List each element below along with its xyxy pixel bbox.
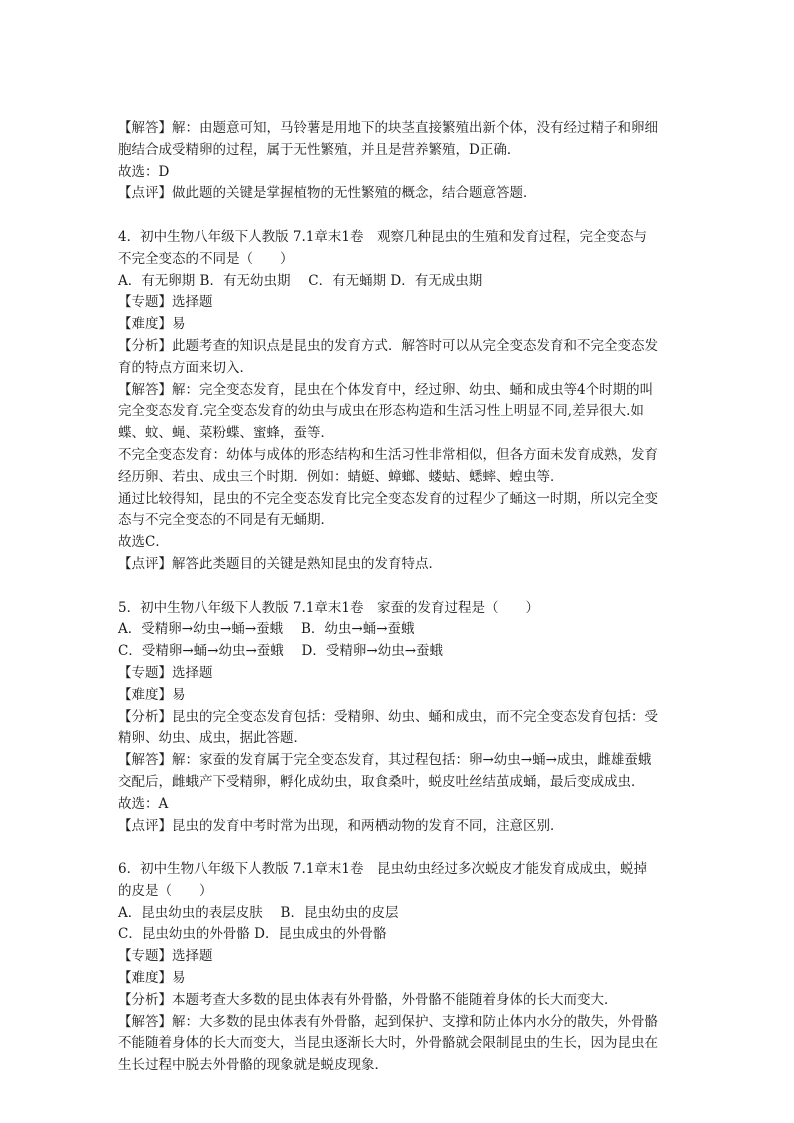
text-line: 【专题】选择题: [118, 294, 213, 311]
text-line: 【分析】此题考查的知识点是昆虫的发育方式．解答时可以从完全变态发育和不完全变态发: [118, 337, 658, 354]
text-line: 经历卵、若虫、成虫三个时期．例如：蜻蜓、蟑螂、蝼蛄、蟋蟀、蝗虫等．: [118, 468, 564, 485]
text-line: 【分析】昆虫的完全变态发育包括：受精卵、幼虫、蛹和成虫，而不完全变态发育包括：受: [118, 708, 658, 725]
text-line: 【解答】解：大多数的昆虫体表有外骨骼，起到保护、支撑和防止体内水分的散失，外骨骼: [118, 1013, 658, 1030]
text-line: 【点评】解答此类题目的关键是熟知昆虫的发育特点．: [118, 555, 442, 572]
text-line: C．受精卵→蛹→幼虫→蚕蛾 D．受精卵→幼虫→蚕蛾: [118, 643, 444, 660]
text-line: 【难度】易: [118, 970, 186, 987]
text-line: 故选：A: [118, 795, 169, 812]
paragraph-gap: [118, 837, 693, 859]
text-line: 【难度】易: [118, 686, 186, 703]
text-line: A．受精卵→幼虫→蛹→蚕蛾 B．幼虫→蛹→蚕蛾: [118, 621, 415, 638]
text-line: 5．初中生物八年级下人教版 7.1章末1卷 家蚕的发育过程是（ ）: [118, 599, 539, 616]
text-line: 胞结合成受精卵的过程，属于无性繁殖，并且是营养繁殖，D正确．: [118, 141, 521, 158]
question-block: [118, 859, 693, 1077]
text-line: 生长过程中脱去外骨骼的现象就是蜕皮现象．: [118, 1057, 388, 1074]
text-line: 完全变态发育.完全变态发育的幼虫与成虫在形态构造和生活习性上明显不同,差异很大.如: [118, 403, 644, 420]
question-block: [118, 118, 693, 205]
question-block: [118, 227, 693, 576]
text-line: 【难度】易: [118, 316, 186, 333]
text-line: 通过比较得知，昆虫的不完全变态发育比完全变态发育的过程少了蛹这一时期，所以完全变: [118, 490, 658, 507]
text-line: 的皮是（ ）: [118, 882, 213, 899]
text-line: 【点评】昆虫的发育中考时常为出现，和两栖动物的发育不同，注意区别．: [118, 817, 564, 834]
text-line: 态与不完全变态的不同是有无蛹期．: [118, 512, 334, 529]
text-line: 不完全变态发育：幼体与成体的形态结构和生活习性非常相似，但各方面未发育成熟，发育: [118, 446, 658, 463]
text-line: 【专题】选择题: [118, 948, 213, 965]
text-line: 4．初中生物八年级下人教版 7.1章末1卷 观察几种昆虫的生殖和发育过程，完全变态与: [118, 228, 647, 245]
text-line: A．昆虫幼虫的表层皮肤 B．昆虫幼虫的皮层: [118, 904, 399, 921]
text-line: 【解答】解：完全变态发育，昆虫在个体发育中，经过卵、幼虫、蛹和成虫等4个时期的叫: [118, 381, 654, 398]
text-line: 蝶、蚊、蝇、菜粉蝶、蜜蜂，蚕等．: [118, 425, 334, 442]
question-block: [118, 598, 693, 838]
text-line: 【解答】解：家蚕的发育属于完全变态发育，其过程包括：卵→幼虫→蛹→成虫，雌雄蚕蛾: [118, 752, 652, 769]
text-line: 故选：D: [118, 163, 170, 180]
paragraph-gap: [118, 576, 693, 598]
text-line: 6．初中生物八年级下人教版 7.1章末1卷 昆虫幼虫经过多次蜕皮才能发育成成虫，蜕掉: [118, 861, 647, 878]
paragraph-gap: [118, 205, 693, 227]
text-line: C．昆虫幼虫的外骨骼 D．昆虫成虫的外骨骼: [118, 926, 387, 943]
text-line: 【解答】解：由题意可知，马铃薯是用地下的块茎直接繁殖出新个体，没有经过精子和卵细: [118, 120, 658, 136]
document-page: [118, 118, 693, 1077]
text-line: 交配后，雌蛾产下受精卵，孵化成幼虫，取食桑叶，蜕皮吐丝结茧成蛹，最后变成成虫．: [118, 773, 645, 790]
text-line: 不能随着身体的长大而变大，当昆虫逐渐长大时，外骨骼就会限制昆虫的生长，因为昆虫在: [118, 1035, 658, 1052]
text-line: 【专题】选择题: [118, 664, 213, 681]
text-line: 育的特点方面来切入．: [118, 359, 253, 376]
text-line: A．有无卵期 B．有无幼虫期 C．有无蛹期 D．有无成虫期: [118, 272, 483, 289]
text-line: 不完全变态的不同是（ ）: [118, 250, 294, 267]
text-line: 精卵、幼虫、成虫，据此答题．: [118, 730, 307, 747]
text-line: 【点评】做此题的关键是掌握植物的无性繁殖的概念，结合题意答题．: [118, 185, 537, 202]
text-line: 【分析】本题考查大多数的昆虫体表有外骨骼，外骨骼不能随着身体的长大而变大．: [118, 991, 618, 1008]
text-line: 故选C．: [118, 534, 169, 551]
